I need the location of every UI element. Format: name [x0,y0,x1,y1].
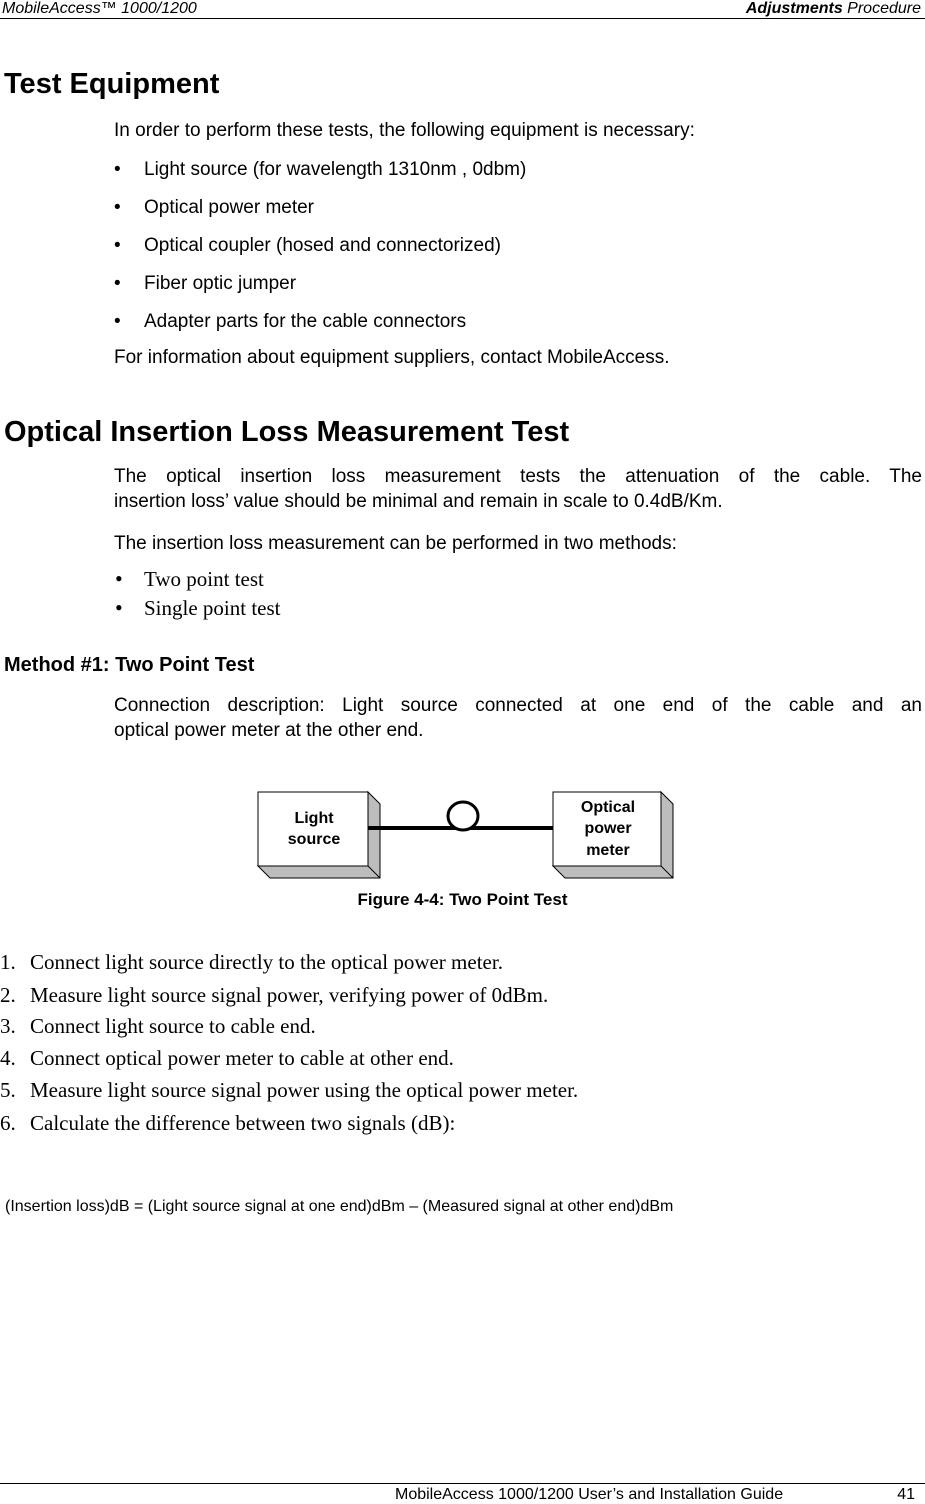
header-section-rest: Procedure [842,0,921,17]
bullet-marker: • [114,311,121,332]
section-title-test-equipment: Test Equipment [4,68,220,100]
bullet-marker: • [114,273,121,294]
step-item [0,1078,578,1103]
cable-coil [448,802,478,830]
subsection-title-method1: Method #1: Two Point Test [4,654,255,676]
step-number: 2. [0,983,16,1007]
power-meter-label: power [584,820,632,837]
step-text: Connect light source directly to the optical power meter. [30,950,503,974]
power-meter-label: Optical [580,799,636,816]
method1-desc1: Connection description: Light source connected at one end of the cable and an [114,695,922,716]
step-number: 4. [0,1046,16,1070]
equipment-item-text: Optical power meter [144,197,315,218]
equipment-item [114,159,526,181]
suppliers-note: For information about equipment suppliers, contact MobileAccess. [114,347,670,368]
method-item [115,595,281,621]
equipment-item-text: Adapter parts for the cable connectors [144,311,467,332]
section-title-insertion-loss: Optical Insertion Loss Measurement Test [4,416,570,448]
step-number: 1. [0,950,16,974]
page-number: 41 [897,1486,915,1503]
equipment-item [114,197,314,219]
equipment-item-text: Fiber optic jumper [144,273,297,294]
method-item [115,566,264,592]
step-text: Measure light source signal power using the optical power meter. [30,1078,579,1102]
step-item [0,1111,455,1136]
step-item [0,1046,454,1071]
step-item [0,983,548,1008]
step-number: 3. [0,1014,16,1038]
bullet-marker: • [115,566,123,591]
footer-guide-title: MobileAccess 1000/1200 User’s and Installation Guide [395,1486,784,1503]
figure-caption: Figure 4-4: Two Point Test [357,890,568,909]
step-text: Calculate the difference between two signals (dB): [30,1111,456,1135]
method-item-text: Two point test [144,567,264,591]
bullet-marker: • [114,235,121,256]
light-source-label: source [287,831,341,848]
step-number: 5. [0,1078,16,1102]
equipment-item-text: Optical coupler (hosed and connectorized) [144,235,501,256]
step-number: 6. [0,1111,16,1135]
footer-rule [0,1483,925,1484]
header-section [746,0,921,18]
step-text: Measure light source signal power, verifying power of 0dBm. [30,983,549,1007]
step-text: Connect optical power meter to cable at other end. [30,1046,454,1070]
light-source-label: Light [294,810,334,827]
equipment-item [114,235,501,257]
insertion-loss-formula: (Insertion loss)dB = (Light source signal at one end)dBm – (Measured signal at other end)dBm [5,1198,674,1215]
equipment-item [114,273,296,295]
insertion-loss-para2: The insertion loss measurement can be performed in two methods: [114,533,677,554]
equipment-item [114,311,466,333]
header-section-bold: Adjustments [745,0,843,17]
two-point-test-diagram [0,780,925,890]
bullet-marker: • [114,159,121,180]
step-item [0,950,503,975]
insertion-loss-para1b: insertion loss’ value should be minimal and remain in scale to 0.4dB/Km. [114,491,723,512]
power-meter-label: meter [586,842,630,859]
step-text: Connect light source to cable end. [30,1014,316,1038]
test-equipment-intro: In order to perform these tests, the following equipment is necessary: [114,120,695,141]
light-source-box [258,792,368,866]
step-item [0,1014,316,1039]
method1-desc2: optical power meter at the other end. [114,720,424,741]
equipment-item-text: Light source (for wavelength 1310nm , 0dbm) [144,159,527,180]
insertion-loss-para1: The optical insertion loss measurement tests the attenuation of the cable. The [114,466,922,487]
header-rule [0,18,925,19]
bullet-marker: • [114,197,121,218]
header-product: MobileAccess™ 1000/1200 [2,0,197,17]
method-item-text: Single point test [144,596,281,620]
bullet-marker: • [115,595,123,620]
